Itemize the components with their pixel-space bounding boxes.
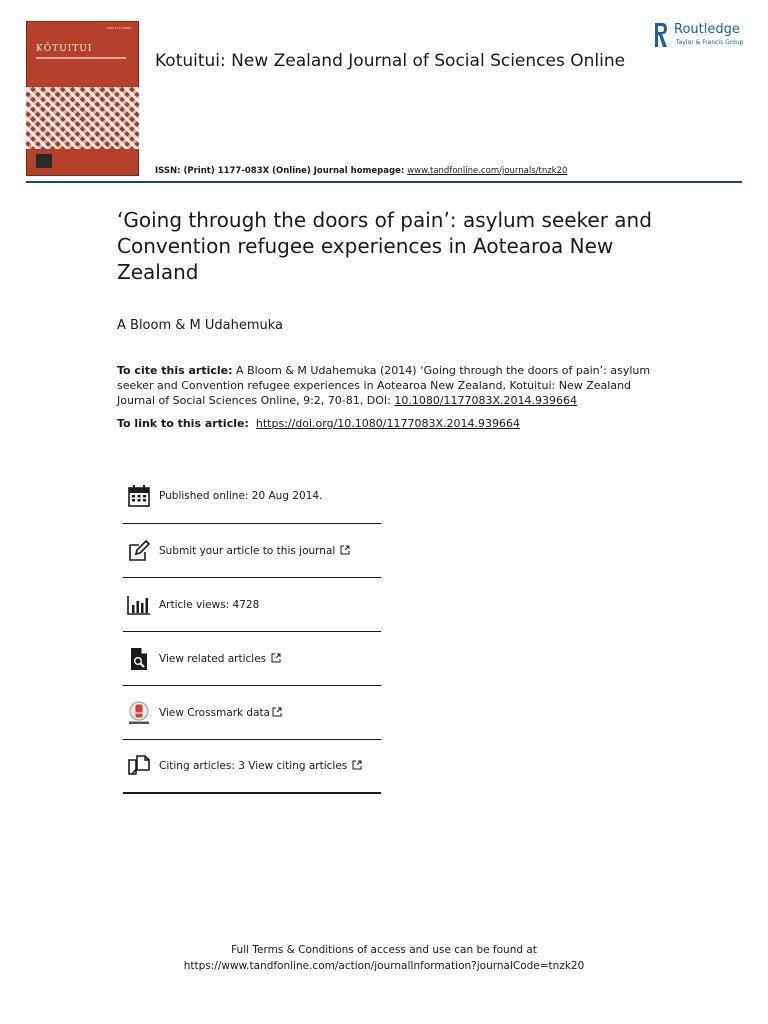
cover-publisher-logo xyxy=(36,154,52,168)
crossmark-text xyxy=(159,707,282,719)
journal-homepage-link[interactable]: www.tandfonline.com/journals/tnzk20 xyxy=(407,166,568,176)
calendar-icon xyxy=(127,484,151,508)
external-link-icon xyxy=(271,653,281,663)
article-views-text: Article views: 4728 xyxy=(159,598,260,611)
article-link-line xyxy=(117,417,520,430)
doi-link[interactable]: 10.1080/1177083X.2014.939664 xyxy=(394,394,578,407)
citation-block xyxy=(117,363,657,408)
crossmark-label: View Crossmark data xyxy=(159,706,271,719)
external-link-icon xyxy=(340,545,350,555)
publisher-name: Routledge xyxy=(674,22,740,37)
crossmark-row[interactable] xyxy=(123,686,381,740)
bar-chart-icon xyxy=(127,593,151,617)
cover-title: KŌTUITUI xyxy=(36,44,93,54)
citing-articles-label: Citing articles: 3 View citing articles xyxy=(159,760,348,772)
submit-article-row[interactable] xyxy=(123,524,381,578)
citing-articles-icon xyxy=(127,754,151,778)
cite-label: To cite this article: xyxy=(117,364,233,377)
article-authors: A Bloom & M Udahemuka xyxy=(117,318,284,333)
article-url-link[interactable]: https://doi.org/10.1080/1177083X.2014.939664 xyxy=(255,417,520,430)
cover-issn: ISSN 1177-083X xyxy=(106,26,131,30)
journal-title: Kotuitui: New Zealand Journal of Social Sciences Online xyxy=(155,51,626,71)
submit-article-label: Submit your article to this journal xyxy=(159,544,336,557)
publisher-logo xyxy=(653,22,748,50)
article-actions xyxy=(123,469,381,794)
citing-articles-row[interactable] xyxy=(123,740,381,794)
terms-url[interactable]: https://www.tandfonline.com/action/journalInformation?journalCode=tnzk20 xyxy=(183,960,585,972)
article-title: ‘Going through the doors of pain’: asylum seeker and Convention refugee experiences in Aotearoa New Zealand xyxy=(117,208,652,284)
issn-label: ISSN: (Print) 1177-083X (Online) Journal homepage: xyxy=(155,166,408,176)
crossmark-icon xyxy=(127,701,151,725)
cover-weave-pattern xyxy=(26,87,139,149)
related-articles-label: View related articles xyxy=(159,652,267,665)
citing-articles-text xyxy=(159,760,362,772)
cite-text: A Bloom & M Udahemuka (2014) ‘Going through the doors of pain’: asylum seeker and Convention refugee experiences in Aotearoa New Zealand, Kotuitui: New Zealand Journal of Social Sciences Online, 9:2, 70-81, DOI: xyxy=(117,364,651,407)
article-views-row xyxy=(123,578,381,632)
related-articles-row[interactable] xyxy=(123,632,381,686)
related-articles-text xyxy=(159,653,281,665)
submit-article-text xyxy=(159,545,350,557)
cover-subtitle-bar xyxy=(36,57,126,59)
published-online-text: Published online: 20 Aug 2014. xyxy=(159,490,323,502)
search-document-icon xyxy=(127,647,151,671)
edit-icon xyxy=(127,539,151,563)
external-link-icon xyxy=(352,760,362,770)
journal-cover-image xyxy=(26,21,139,176)
external-link-icon xyxy=(272,707,282,717)
link-label: To link to this article: xyxy=(117,417,249,430)
header-divider xyxy=(26,181,742,183)
published-online-row xyxy=(123,469,381,524)
terms-text: Full Terms & Conditions of access and use can be found at xyxy=(231,944,537,956)
publisher-group: Taylor & Francis Group xyxy=(676,39,744,46)
routledge-r-icon xyxy=(653,22,669,48)
terms-footer xyxy=(0,942,768,974)
issn-line xyxy=(155,166,567,176)
